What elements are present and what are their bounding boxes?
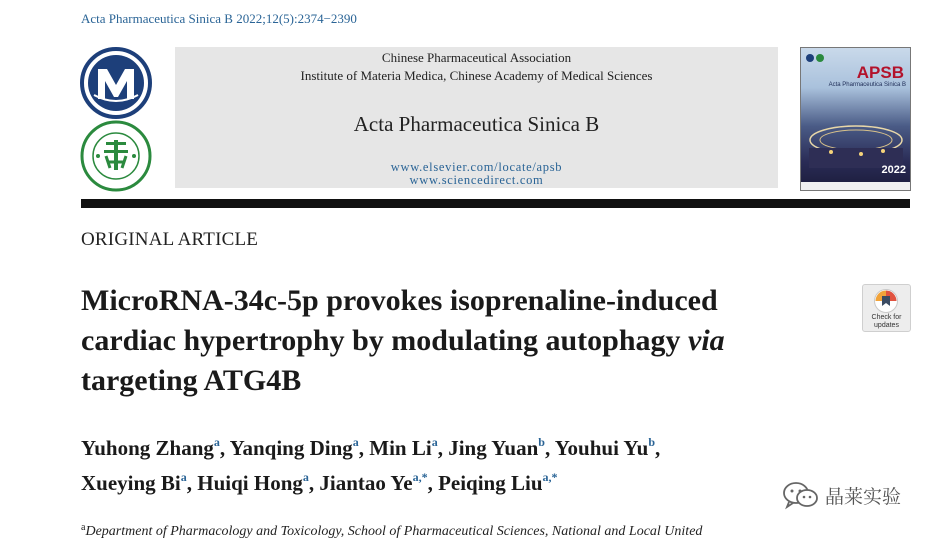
author-name[interactable]: Yanqing Ding bbox=[229, 436, 353, 460]
journal-cover-image bbox=[800, 47, 911, 191]
affiliation-marker: a bbox=[81, 522, 86, 533]
author-name[interactable]: Jing Yuan bbox=[448, 436, 539, 460]
wechat-icon bbox=[781, 480, 819, 510]
sciencedirect-link[interactable]: www.sciencedirect.com bbox=[409, 173, 544, 187]
association-name: Chinese Pharmaceutical Association bbox=[381, 50, 572, 65]
check-for-updates-button[interactable] bbox=[862, 284, 911, 332]
author-affiliation-mark[interactable]: a,* bbox=[542, 470, 558, 484]
author-name[interactable]: Yuhong Zhang bbox=[81, 436, 214, 460]
header-divider bbox=[81, 199, 910, 208]
association-logo bbox=[80, 47, 152, 119]
author-affiliation-mark[interactable]: a bbox=[352, 435, 359, 449]
title-italic: via bbox=[688, 324, 725, 357]
elsevier-link[interactable]: www.elsevier.com/locate/apsb bbox=[390, 160, 563, 174]
author-name[interactable]: Xueying Bi bbox=[81, 471, 181, 495]
author-affiliation-mark[interactable]: a,* bbox=[412, 470, 428, 484]
title-part1: MicroRNA-34c-5p provokes isoprenaline-induced cardiac hypertrophy by modulating autophagy bbox=[81, 284, 718, 357]
author-affiliation-mark[interactable]: b bbox=[648, 435, 656, 449]
journal-header-box bbox=[175, 47, 778, 188]
author-affiliation-mark[interactable]: a bbox=[302, 470, 309, 484]
check-updates-line2: updates bbox=[874, 321, 899, 329]
institute-name: Institute of Materia Medica, Chinese Academy of Medical Sciences bbox=[300, 68, 653, 83]
cover-title: APSB bbox=[856, 63, 904, 82]
journal-citation: Acta Pharmaceutica Sinica B 2022;12(5):2374−2390 bbox=[81, 11, 357, 26]
article-title bbox=[81, 281, 801, 401]
crossmark-icon bbox=[873, 288, 899, 314]
check-updates-line1: Check for bbox=[871, 314, 902, 321]
author-name[interactable]: Peiqing Liu bbox=[438, 471, 543, 495]
affiliation-text: Department of Pharmacology and Toxicology, School of Pharmaceutical Sciences, National and Local United bbox=[85, 524, 703, 539]
title-part2: targeting ATG4B bbox=[81, 364, 302, 397]
author-affiliation-mark[interactable]: b bbox=[538, 435, 545, 449]
author-name[interactable]: Youhui Yu bbox=[554, 436, 649, 460]
cpa-seal-logo bbox=[80, 120, 152, 192]
author-list: Yuhong Zhang$^a$, Yanqing Ding$^a$, Min Li$^a$, Jing Yuan$^b$, Youhui Yu$^b$, Xueying Bi$^a$, Huiqi Hong$^a$, Jiantao Ye$^{a,*}$, Peiqing Liu$^{a,*}$ bbox=[81, 435, 661, 495]
check-updates-label bbox=[863, 314, 910, 329]
journal-name: Acta Pharmaceutica Sinica B bbox=[353, 112, 600, 136]
author-affiliation-mark[interactable]: a bbox=[431, 435, 438, 449]
author-name[interactable]: Huiqi Hong bbox=[197, 471, 303, 495]
affiliation-line bbox=[81, 522, 702, 540]
cover-footer-strip bbox=[801, 182, 910, 190]
cover-year: 2022 bbox=[881, 164, 906, 176]
author-affiliation-mark[interactable]: a bbox=[213, 435, 220, 449]
cover-subtitle: Acta Pharmaceutica Sinica B bbox=[828, 82, 906, 88]
watermark-text: 晶莱实验 bbox=[825, 485, 902, 508]
author-name[interactable]: Jiantao Ye bbox=[319, 471, 413, 495]
article-type: ORIGINAL ARTICLE bbox=[81, 229, 259, 250]
wechat-watermark bbox=[781, 478, 901, 512]
author-affiliation-mark[interactable]: a bbox=[180, 470, 187, 484]
author-name[interactable]: Min Li bbox=[369, 436, 432, 460]
